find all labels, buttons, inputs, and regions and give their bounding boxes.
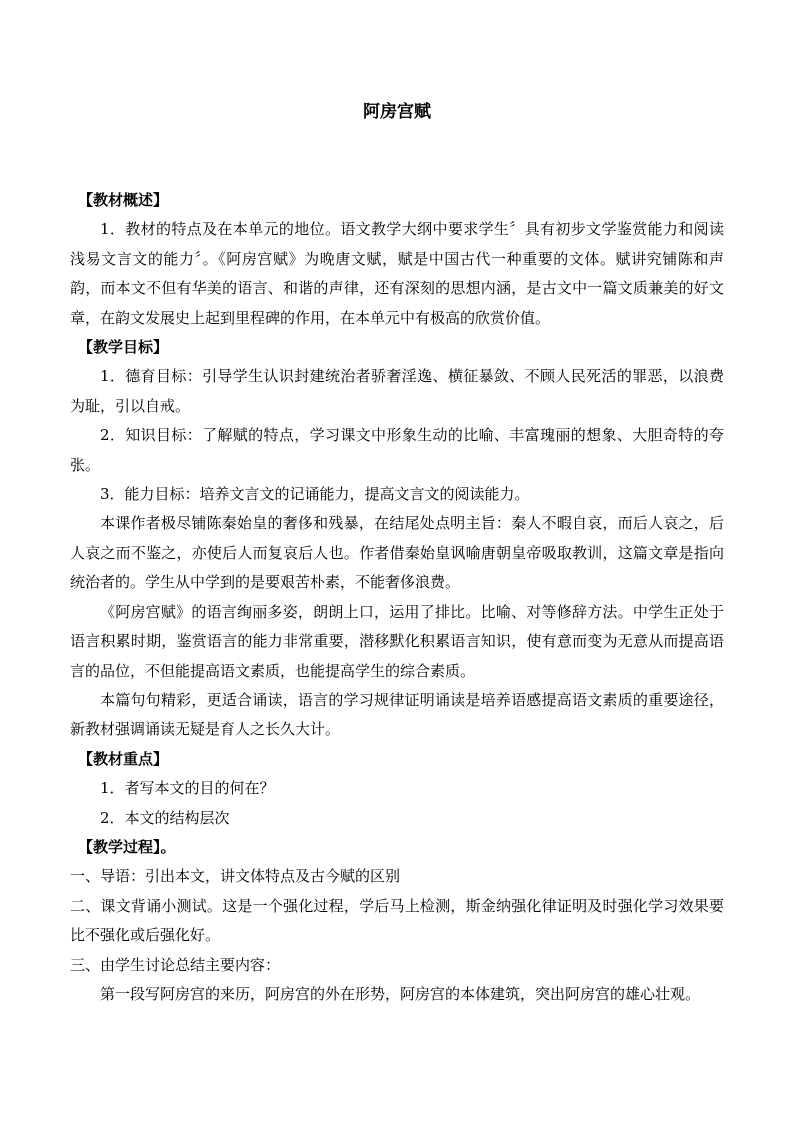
paragraph: 1．教材的特点及在本单元的地位。语文教学大纲中要求学生〞具有初步文学鉴赏能力和阅读浅易文言文的能力〞。《阿房宫赋》为晚唐文赋，赋是中国古代一种重要的文体。赋讲究铺陈和声韵，而本文不但有华美的语言、和谐的声律，还有深刻的思想内涵，是古文中一篇文质兼美的好文章，在韵文发展史上起到里程碑的作用，在本单元中有极高的欣赏价值。 (70, 220, 724, 327)
paragraph: 《阿房宫赋》的语言绚丽多姿，朗朗上口，运用了排比。比喻、对等修辞方法。中学生正处于语言积累时期，鉴赏语言的能力非常重要，潜移默化积累语言知识，使有意而变为无意从而提高语言的品位，不但能提高语文素质，也能提高学生的综合素质。 (70, 602, 724, 680)
section-heading-process: 【教学过程】。 (78, 837, 176, 856)
section-heading-overview: 【教材概述】 (78, 191, 169, 209)
paragraph: 3．能力目标：培养文言文的记诵能力，提高文言文的阅读能力。 (100, 485, 530, 504)
step-item: 二、课文背诵小测试。这是一个强化过程，学后马上检测，斯金纳强化律证明及时强化学习效果要比不强化或后强化好。 (70, 896, 724, 945)
section-heading-goals: 【教学目标】 (78, 338, 169, 357)
section-heading-focus: 【教材重点】 (78, 749, 169, 768)
paragraph: 1．德育目标：引导学生认识封建统治者骄奢淫逸、横征暴敛、不顾人民死活的罪恶，以浪费为耻，引以自戒。 (70, 367, 724, 415)
paragraph: 2．知识目标：了解赋的特点，学习课文中形象生动的比喻、丰富瑰丽的想象、大胆奇特的夸张。 (70, 426, 724, 474)
document-title: 阿房宫赋 (363, 102, 431, 122)
paragraph: 第一段写阿房宫的来历，阿房宫的外在形势，阿房宫的本体建筑，突出阿房宫的雄心壮观。 (100, 984, 701, 1003)
list-item: 2．本文的结构层次 (100, 808, 230, 827)
step-item: 三、由学生讨论总结主要内容： (70, 955, 281, 974)
document-body (70, 186, 724, 1009)
paragraph: 本课作者极尽铺陈秦始皇的奢侈和残暴，在结尾处点明主旨：秦人不暇自哀，而后人哀之，后人哀之而不鉴之，亦使后人而复哀后人也。作者借秦始皇讽喻唐朝皇帝吸取教训，这篇文章是指向统治者的。学生从中学到的是要艰苦朴素，不能奢侈浪费。 (70, 514, 724, 592)
list-item: 1．者写本文的目的何在？ (100, 779, 275, 798)
step-item: 一、导语：引出本文，讲文体特点及古今赋的区别 (70, 867, 401, 886)
paragraph: 本篇句句精彩，更适合诵读，语言的学习规律证明诵读是培养语感提高语文素质的重要途径，新教材强调诵读无疑是育人之长久大计。 (70, 690, 724, 739)
